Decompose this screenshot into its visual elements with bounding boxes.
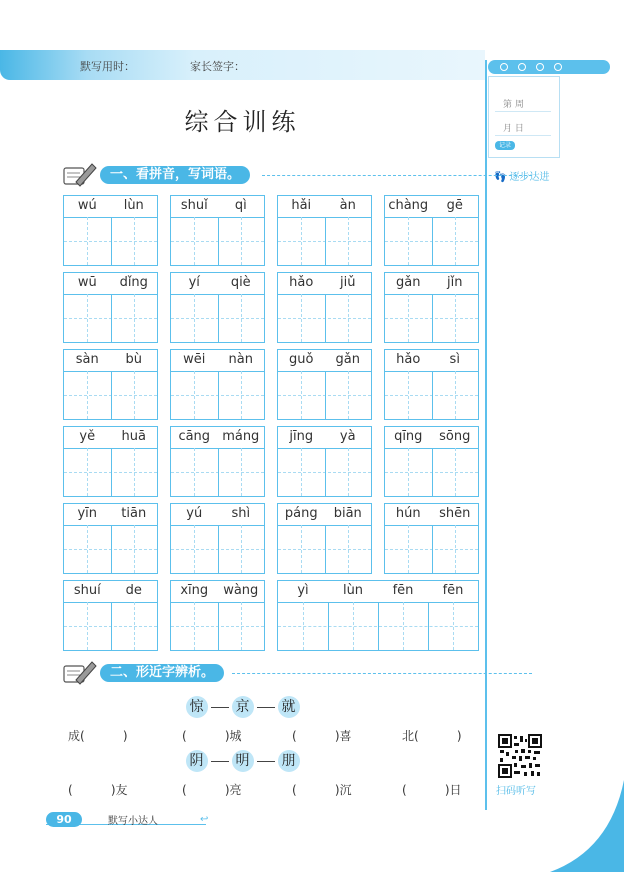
pinyin-syllable: guǒ	[289, 352, 314, 367]
pinyin-word-box[interactable]	[277, 272, 372, 343]
pinyin-word-box[interactable]	[170, 426, 265, 497]
fill-blank[interactable]: ( )日	[402, 783, 462, 797]
char-chain-1	[0, 696, 485, 718]
pinyin-syllable: yì	[297, 583, 309, 598]
top-header-bar	[0, 50, 485, 80]
calendar-badge: 记录	[495, 141, 515, 150]
pinyin-word-box[interactable]	[277, 503, 372, 574]
pinyin-word-box[interactable]	[63, 503, 158, 574]
pinyin-word-box[interactable]	[384, 503, 479, 574]
pinyin-syllable: jǐn	[447, 275, 463, 290]
pinyin-syllable: yí	[188, 275, 200, 290]
pinyin-word-box[interactable]	[384, 349, 479, 420]
pinyin-syllable: jiǔ	[340, 275, 356, 290]
page-title: 综合训练	[184, 108, 301, 136]
pinyin-syllable: lùn	[342, 583, 364, 598]
pinyin-syllable: hún	[395, 506, 421, 521]
chain-char: 朋	[278, 750, 300, 772]
return-arrow-icon: ↩	[200, 814, 209, 825]
pinyin-syllable: tiān	[121, 506, 147, 521]
pinyin-syllable: wú	[77, 198, 97, 213]
pinyin-syllable: nàn	[228, 352, 253, 367]
pinyin-syllable: xīng	[180, 583, 209, 598]
fill-blank[interactable]: ( )城	[182, 729, 242, 743]
pinyin-syllable: páng	[284, 506, 318, 521]
fill-blank[interactable]: 北( )	[402, 729, 462, 743]
pinyin-syllable: shuǐ	[180, 198, 208, 213]
section1-title: 一、看拼音，写词语。	[100, 166, 250, 184]
pinyin-syllable: chàng	[388, 198, 429, 213]
pinyin-syllable: gē	[446, 198, 463, 213]
pinyin-syllable: yě	[79, 429, 96, 444]
pinyin-word-box[interactable]	[170, 349, 265, 420]
calendar-widget	[488, 76, 560, 158]
corner-decoration	[540, 760, 624, 872]
pinyin-syllable: wàng	[223, 583, 259, 598]
margin-divider	[485, 60, 487, 810]
page-number: 90	[46, 812, 82, 827]
pinyin-syllable: sàn	[75, 352, 99, 367]
pinyin-word-box[interactable]	[277, 580, 479, 651]
pinyin-word-box[interactable]	[277, 426, 372, 497]
qr-code-icon[interactable]	[498, 734, 542, 778]
pinyin-syllable: huā	[121, 429, 146, 444]
pinyin-syllable: qīng	[394, 429, 423, 444]
pinyin-syllable: qiè	[230, 275, 251, 290]
chain-char: 明	[232, 750, 254, 772]
pinyin-syllable: wū	[77, 275, 97, 290]
pinyin-word-box[interactable]	[384, 195, 479, 266]
pinyin-word-box[interactable]	[170, 272, 265, 343]
pinyin-syllable: yīn	[77, 506, 98, 521]
pinyin-syllable: fēn	[442, 583, 464, 598]
fill-blank[interactable]: ( )亮	[182, 783, 242, 797]
pinyin-word-box[interactable]	[170, 195, 265, 266]
pinyin-syllable: sì	[449, 352, 460, 367]
pinyin-word-box[interactable]	[63, 426, 158, 497]
pinyin-syllable: gǎn	[396, 275, 421, 290]
fill-blank[interactable]: ( )喜	[292, 729, 352, 743]
pinyin-syllable: hǎo	[396, 352, 421, 367]
calendar-rings	[488, 60, 610, 74]
pinyin-syllable: gǎn	[335, 352, 360, 367]
chain-char: 就	[278, 696, 300, 718]
pinyin-syllable: shuí	[73, 583, 101, 598]
pinyin-syllable: lùn	[123, 198, 144, 213]
pinyin-syllable: shēn	[439, 506, 471, 521]
pinyin-word-box[interactable]	[384, 272, 479, 343]
fill-blank[interactable]: ( )沉	[292, 783, 352, 797]
pinyin-syllable: hǎi	[291, 198, 312, 213]
pinyin-syllable: dǐng	[119, 275, 148, 290]
time-label: 默写用时：	[80, 60, 135, 73]
pinyin-word-box[interactable]	[63, 195, 158, 266]
progress-label: 👣 逐步达进	[494, 172, 550, 183]
pinyin-syllable: fēn	[392, 583, 414, 598]
section2-title: 二、形近字辨析。	[100, 664, 224, 682]
pinyin-word-box[interactable]	[277, 195, 372, 266]
pinyin-syllable: qì	[234, 198, 247, 213]
signature-label: 家长签字：	[190, 60, 245, 73]
pinyin-syllable: de	[125, 583, 142, 598]
pinyin-syllable: yú	[186, 506, 203, 521]
pinyin-syllable: biān	[333, 506, 362, 521]
fill-blank[interactable]: 成( )	[68, 729, 128, 743]
pinyin-syllable: àn	[339, 198, 356, 213]
pinyin-syllable: wēi	[183, 352, 206, 367]
chain-char: 阴	[186, 750, 208, 772]
pinyin-word-box[interactable]	[63, 580, 158, 651]
pinyin-syllable: máng	[222, 429, 260, 444]
pinyin-word-box[interactable]	[170, 503, 265, 574]
pencil-icon	[62, 160, 98, 188]
pinyin-syllable: cāng	[178, 429, 211, 444]
pinyin-syllable: jīng	[289, 429, 314, 444]
pinyin-syllable: shì	[231, 506, 251, 521]
series-name: 默写小达人	[108, 816, 158, 827]
pinyin-syllable: bù	[125, 352, 142, 367]
pinyin-word-box[interactable]	[63, 349, 158, 420]
pinyin-word-box[interactable]	[63, 272, 158, 343]
chain-char: 京	[232, 696, 254, 718]
pencil-icon	[62, 658, 98, 686]
char-chain-2	[0, 750, 485, 772]
footprints-icon: 👣	[494, 172, 507, 183]
pinyin-syllable: sōng	[439, 429, 471, 444]
pinyin-word-box[interactable]	[170, 580, 265, 651]
pinyin-syllable: hǎo	[289, 275, 314, 290]
chain-char: 惊	[186, 696, 208, 718]
calendar-date: 月 日	[503, 124, 524, 134]
fill-blank[interactable]: ( )友	[68, 783, 128, 797]
pinyin-word-box[interactable]	[384, 426, 479, 497]
pinyin-word-box[interactable]	[277, 349, 372, 420]
pinyin-syllable: yà	[339, 429, 356, 444]
qr-label: 扫码听写	[496, 786, 536, 797]
calendar-week: 第 周	[503, 100, 524, 110]
